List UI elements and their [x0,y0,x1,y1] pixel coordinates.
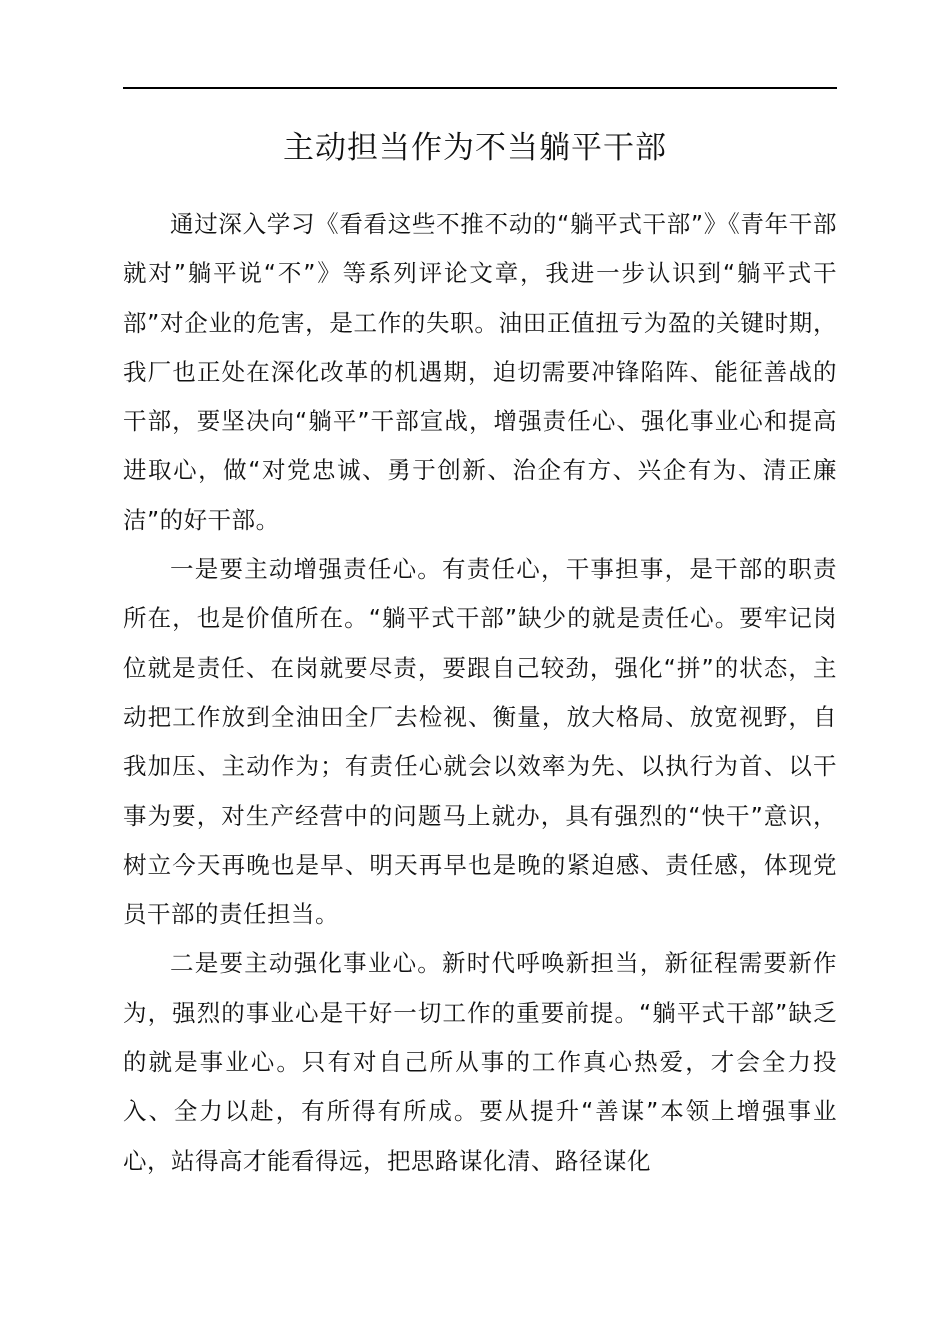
paragraph-responsibility: 一是要主动增强责任心。有责任心，干事担事，是干部的职责所在，也是价值所在。“躺平式干部”缺少的就是责任心。要牢记岗位就是责任、在岗就要尽责，要跟自己较劲，强化“拼”的状态，主动把工作放到全油田全厂去检视、衡量，放大格局、放宽视野，自我加压、主动作为；有责任心就会以效率为先、以执行为首、以干事为要，对生产经营中的问题马上就办，具有强烈的“快干”意识，树立今天再晚也是早、明天再早也是晚的紧迫感、责任感，体现党员干部的责任担当。 [123,555,837,929]
paragraph-dedication: 二是要主动强化事业心。新时代呼唤新担当，新征程需要新作为，强烈的事业心是干好一切工作的重要前提。“躺平式干部”缺乏的就是事业心。只有对自己所从事的工作真心热爱，才会全力投入、全力以赴，有所得有所成。要从提升“善谋”本领上增强事业心，站得高才能看得远，把思路谋化清、路径谋化 [123,949,837,1175]
paragraph-intro: 通过深入学习《看看这些不推不动的“躺平式干部”》《青年干部就对”躺平说“不”》等系列评论文章，我进一步认识到“躺平式干部”对企业的危害，是工作的失职。油田正值扭亏为盈的关键时期，我厂也正处在深化改革的机遇期，迫切需要冲锋陷阵、能征善战的干部，要坚决向“躺平”干部宣战，增强责任心、强化事业心和提高进取心，做“对党忠诚、勇于创新、治企有方、兴企有为、清正廉洁”的好干部。 [123,210,837,534]
header-rule [123,87,837,89]
document-title: 主动担当作为不当躺平干部 [283,130,667,166]
document-body [123,200,837,1186]
